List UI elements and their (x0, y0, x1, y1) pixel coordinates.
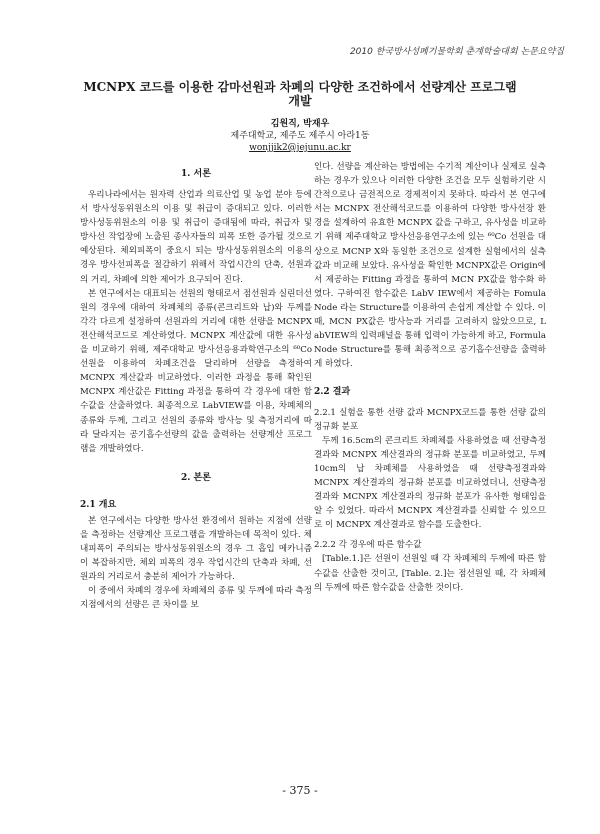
functions-paragraph: [Table.1.]은 선원이 선원일 때 각 차폐체의 두께에 따른 함수값을 산출한 것이고, [Table. 2.]는 점선원일 때, 각 차폐체의 두께에 따른 함수값을 산출한 것이다. (314, 554, 546, 593)
continued-paragraph: 인다. 선량을 계산하는 방법에는 수기적 계산이나 실제로 실측하는 경우가 있으나 이러한 다양한 조건을 모두 실험하기란 시간적으로나 금전적으로 경제적이지 못하다. 따라서 본 연구에서는 MCNPX 전산해석코드를 이용하여 다양한 방사선장 환경을 설계하여 유효한 MCNPX 값을 구하고, 유사성을 비교하기 위해 제주대학교 방사선응용연구소에 있는 ⁶⁰Co 선원을 대상으로 MCNP X와 동일한 조건으로 설계한 실험에서의 실측값과 비교해 보았다. 유사성을 확인한 MCNPX값은 Origin에서 제공하는 Fitting 과정을 통하여 MCN PX값을 함수화 하였다. 구하여진 함수값은 LabV IEW에서 제공하는 Fomula Node 라는 Structure를 이용하여 손쉽게 계산할 수 있다. 이 때, MCN PX값은 방사능과 거리를 고려하지 않았으므로, L abVIEW의 입력패널을 통해 입력이 가능하게 하고, Formula Node Structure를 통해 최종적으로 공기흡수선량을 출력하게 하였다. (314, 162, 546, 370)
subsubsection-heading-normalization: 2.2.1 실험을 통한 선량 값과 MCNPX코드를 통한 선량 값의 정규화 분포 (314, 407, 546, 432)
subsubsection-heading-functions: 2.2.2 각 경우에 따른 함수값 (314, 540, 422, 551)
section-heading-intro: 1. 서론 (181, 169, 211, 179)
author-names: 김원직, 박재우 (270, 119, 330, 129)
subsection-heading-results: 2.2 결과 (314, 387, 351, 398)
author-email: wonjjik2@jejunu.ac.kr (249, 143, 351, 153)
normalization-paragraph: 두께 16.5cm의 콘크리트 차폐체를 사용하였을 때 선량측정결과와 MCNPX 계산결과의 정규화 분포를 비교하였고, 두께 10cm의 납 차폐체를 사용하였을 때 선량측정결과와 MCNPX 계산결과의 정규화 분포를 비교하였더니, 선량측정결과와 MCNPX 계산결과의 정규화 분포가 유사한 형태임을 알 수 있었다. 따라서 MCNPX 계산결과를 신뢰할 수 있으므로 이 MCNPX 계산결과로 함수를 도출한다. (314, 435, 546, 531)
section-heading-body: 2. 본론 (181, 472, 211, 483)
page-number: - 375 - (282, 784, 318, 797)
left-column (80, 160, 312, 613)
overview-paragraph-2: 이 중에서 차폐의 경우에 차폐체의 종류 및 두께에 따라 측정지점에서의 선량은 큰 차이를 보 (80, 586, 312, 611)
subsection-heading-overview: 2.1 개요 (80, 499, 117, 510)
author-block (0, 118, 600, 154)
right-column (314, 160, 546, 595)
intro-paragraph-2: 본 연구에서는 대표되는 선원의 형태로서 점선원과 실린더선원의 경우에 대하여 차폐체의 종류(콘크리트와 납)와 두께를 각각 다르게 설정하여 선원과의 거리에 대한 선량을 MCNPX 전산해석코드로 계산하였다. MCNPX 계산값에 대한 유사성을 비교하기 위해, 제주대학교 방사선응용과학연구소의 ⁶⁰Co 선원을 이용하여 차폐조건을 달리하며 선량을 측정하여 MCNPX 계산값과 비교하였다. 이러한 과정을 통해 확인된 MCNPX 계산값은 Fitting 과정을 통하여 각 경우에 대한 함수값을 산출하였다. 최종적으로 LabVIEW를 이용, 차폐체의 종류와 두께, 그리고 선원의 종류와 방사능 및 측정거리에 따라 달라지는 공기흡수선량의 값을 출력하는 선량계산 프로그램을 개발하였다. (80, 288, 312, 454)
proceedings-header: 2010 한국방사성폐기물학회 춘계학술대회 논문요약집 (349, 47, 564, 57)
author-affiliation: 제주대학교, 제주도 제주시 아라1동 (230, 131, 370, 141)
paper-title: MCNPX 코드를 이용한 감마선원과 차폐의 다양한 조건하에서 선량계산 프로그램 개발 (83, 80, 517, 108)
intro-paragraph-1: 우리나라에서는 원자력 산업과 의료산업 및 농업 분야 등에서 방사성동위원소의 이용 및 취급이 증대되고 있다. 이러한 방사성동위원소의 이용 및 취급이 증대됨에 따라, 취급자 및 방사선 작업장에 노출된 종사자들의 피폭 또한 증가될 것으로 예상된다. 체외피폭이 중요시 되는 방사성동위원소의 이용의 경우 방사선피폭을 절감하기 위해서 작업시간의 단축, 선원과의 거리, 차폐에 의한 제어가 요구되어 진다. (80, 190, 312, 285)
overview-paragraph-1: 본 연구에서는 다양한 방사선 환경에서 원하는 지점에 선량을 측정하는 선량계산 프로그램을 개발하는데 목적이 있다. 체내피폭이 주의되는 방사성동위원소의 경우 그 흡입 메카니즘이 복잡하지만, 체외 피폭의 경우 작업시간의 단축과 차폐, 선원과의 거리로서 충분히 제어가 가능하다. (80, 515, 312, 583)
